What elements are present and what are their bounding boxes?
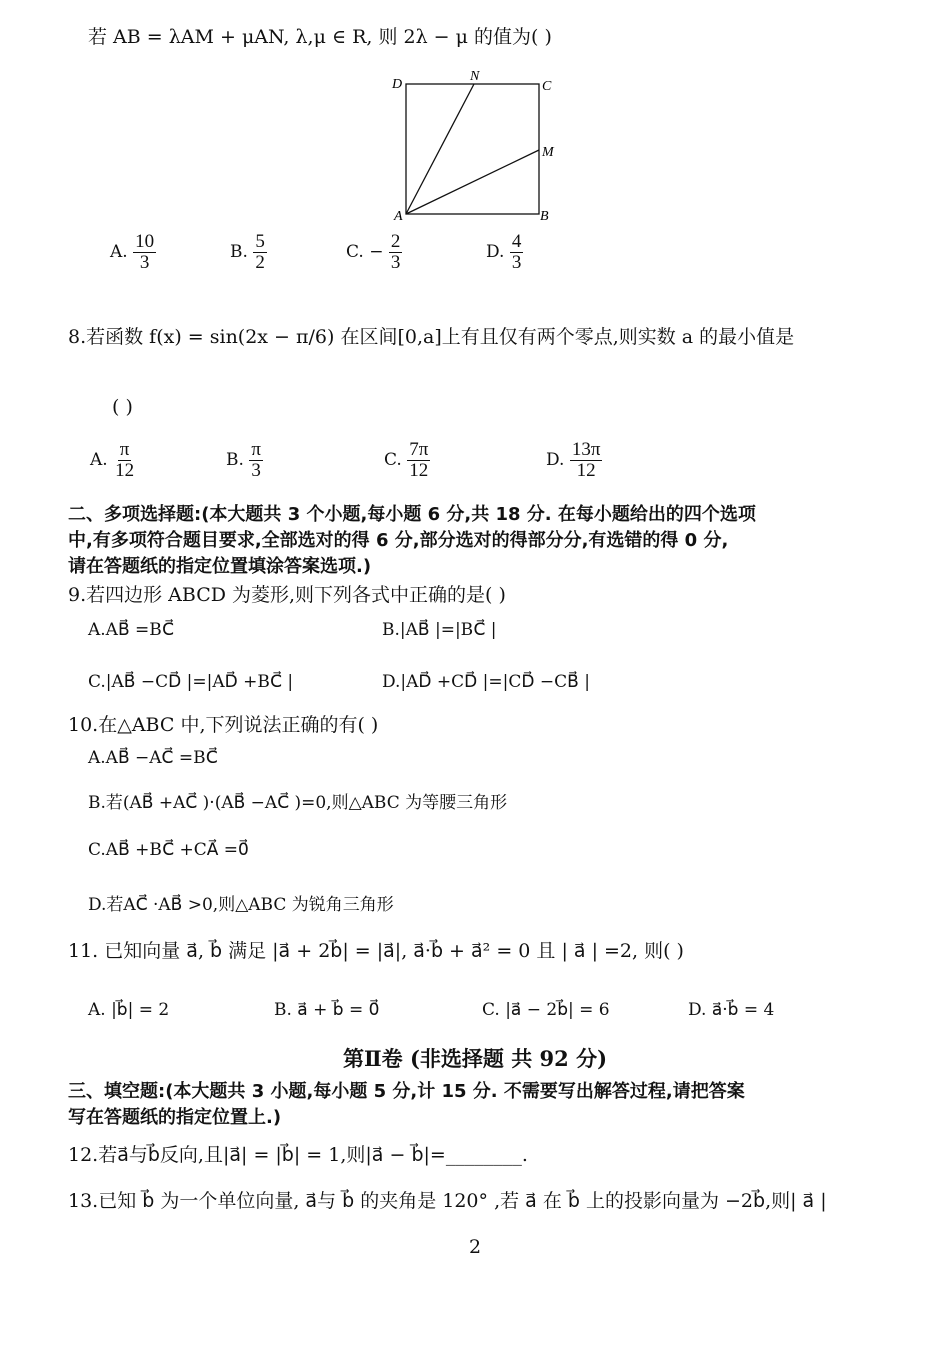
q8-option-a: A. $\frac{\pi}{12}$ bbox=[90, 439, 135, 481]
label-n: N bbox=[470, 69, 480, 84]
q9-stem: 9.若四边形 ABCD 为菱形,则下列各式中正确的是( ) bbox=[68, 584, 506, 606]
q9-option-b: B.|AB⃗ |=|BC⃗ | bbox=[382, 620, 497, 640]
section2-line3: 请在答题纸的指定位置填涂答案选项.) bbox=[68, 556, 372, 577]
q7-stem: 若 AB = λAM + μAN, λ,μ ∈ R, 则 2λ − μ 的值为( ) bbox=[88, 26, 552, 48]
q7-option-a: A. $\frac{10}{3}$ bbox=[110, 231, 155, 273]
segment-an bbox=[406, 84, 474, 214]
q7-option-d: D. $\frac{4}{3}$ bbox=[486, 231, 522, 273]
q8-option-c: C. $\frac{7\pi}{12}$ bbox=[384, 439, 429, 481]
section3-line1: 三、填空题:(本大题共 3 小题,每小题 5 分,计 15 分. 不需要写出解答过程,请把答案 bbox=[68, 1081, 745, 1102]
q10-option-d: D.若AC⃗ ·AB⃗ >0,则△ABC 为锐角三角形 bbox=[88, 895, 394, 915]
section2-line1: 二、多项选择题:(本大题共 3 个小题,每小题 6 分,共 18 分. 在每小题给出的四个选项 bbox=[68, 504, 756, 525]
q10-stem: 10.在△ABC 中,下列说法正确的有( ) bbox=[68, 714, 379, 736]
q11-stem: 11. 已知向量 a⃗, b⃗ 满足 |a⃗ + 2b⃗| = |a⃗|, a⃗·b⃗ + a⃗² = 0 且 | a⃗ | =2, 则( ) bbox=[68, 940, 684, 962]
q13-text: 13.已知 b⃗ 为一个单位向量, a⃗与 b⃗ 的夹角是 120° ,若 a⃗ 在 b⃗ 上的投影向量为 −2b⃗,则| a⃗ | bbox=[68, 1190, 827, 1212]
q8-paren: ( ) bbox=[112, 396, 133, 418]
q10-option-a: A.AB⃗ −AC⃗ =BC⃗ bbox=[88, 748, 218, 768]
square-abcd bbox=[406, 84, 539, 214]
q12-text: 12.若a⃗与b⃗反向,且|a⃗| = |b⃗| = 1,则|a⃗ − b⃗|=________. bbox=[68, 1144, 528, 1166]
q8-option-d: D. $\frac{13\pi}{12}$ bbox=[546, 439, 601, 481]
label-c: C bbox=[542, 79, 552, 94]
q11-option-c: C. |a⃗ − 2b⃗| = 6 bbox=[482, 1000, 610, 1020]
q7-option-c: C. − $\frac{2}{3}$ bbox=[346, 231, 401, 273]
label-b: B bbox=[540, 209, 549, 224]
page-number: 2 bbox=[468, 1236, 482, 1258]
q11-option-d: D. a⃗·b⃗ = 4 bbox=[688, 1000, 775, 1020]
q8-option-b: B. $\frac{\pi}{3}$ bbox=[226, 439, 261, 481]
q11-option-a: A. |b⃗| = 2 bbox=[88, 1000, 170, 1020]
q8-stem: 8.若函数 f(x) = sin(2x − π/6) 在区间[0,a]上有且仅有两个零点,则实数 a 的最小值是 bbox=[68, 326, 795, 348]
label-m: M bbox=[542, 145, 554, 160]
label-a: A bbox=[394, 209, 403, 224]
segment-am bbox=[406, 150, 539, 214]
section2-line2: 中,有多项符合题目要求,全部选对的得 6 分,部分选对的得部分分,有选错的得 0 分, bbox=[68, 530, 729, 551]
q9-option-d: D.|AD⃗ +CD⃗ |=|CD⃗ −CB⃗ | bbox=[382, 672, 590, 692]
q10-option-b: B.若(AB⃗ +AC⃗ )·(AB⃗ −AC⃗ )=0,则△ABC 为等腰三角形 bbox=[88, 793, 508, 813]
q7-option-b: B. $\frac{5}{2}$ bbox=[230, 231, 265, 273]
section3-line2: 写在答题纸的指定位置上.) bbox=[68, 1107, 282, 1128]
q7-figure bbox=[380, 64, 560, 226]
q11-option-b: B. a⃗ + b⃗ = 0⃗ bbox=[274, 1000, 380, 1020]
q9-option-a: A.AB⃗ =BC⃗ bbox=[88, 620, 174, 640]
q10-option-c: C.AB⃗ +BC⃗ +CA⃗ =0⃗ bbox=[88, 840, 249, 860]
label-d: D bbox=[392, 77, 403, 92]
q9-option-c: C.|AB⃗ −CD⃗ |=|AD⃗ +BC⃗ | bbox=[88, 672, 294, 692]
part2-title: 第Ⅱ卷 (非选择题 共 92 分) bbox=[342, 1046, 608, 1071]
